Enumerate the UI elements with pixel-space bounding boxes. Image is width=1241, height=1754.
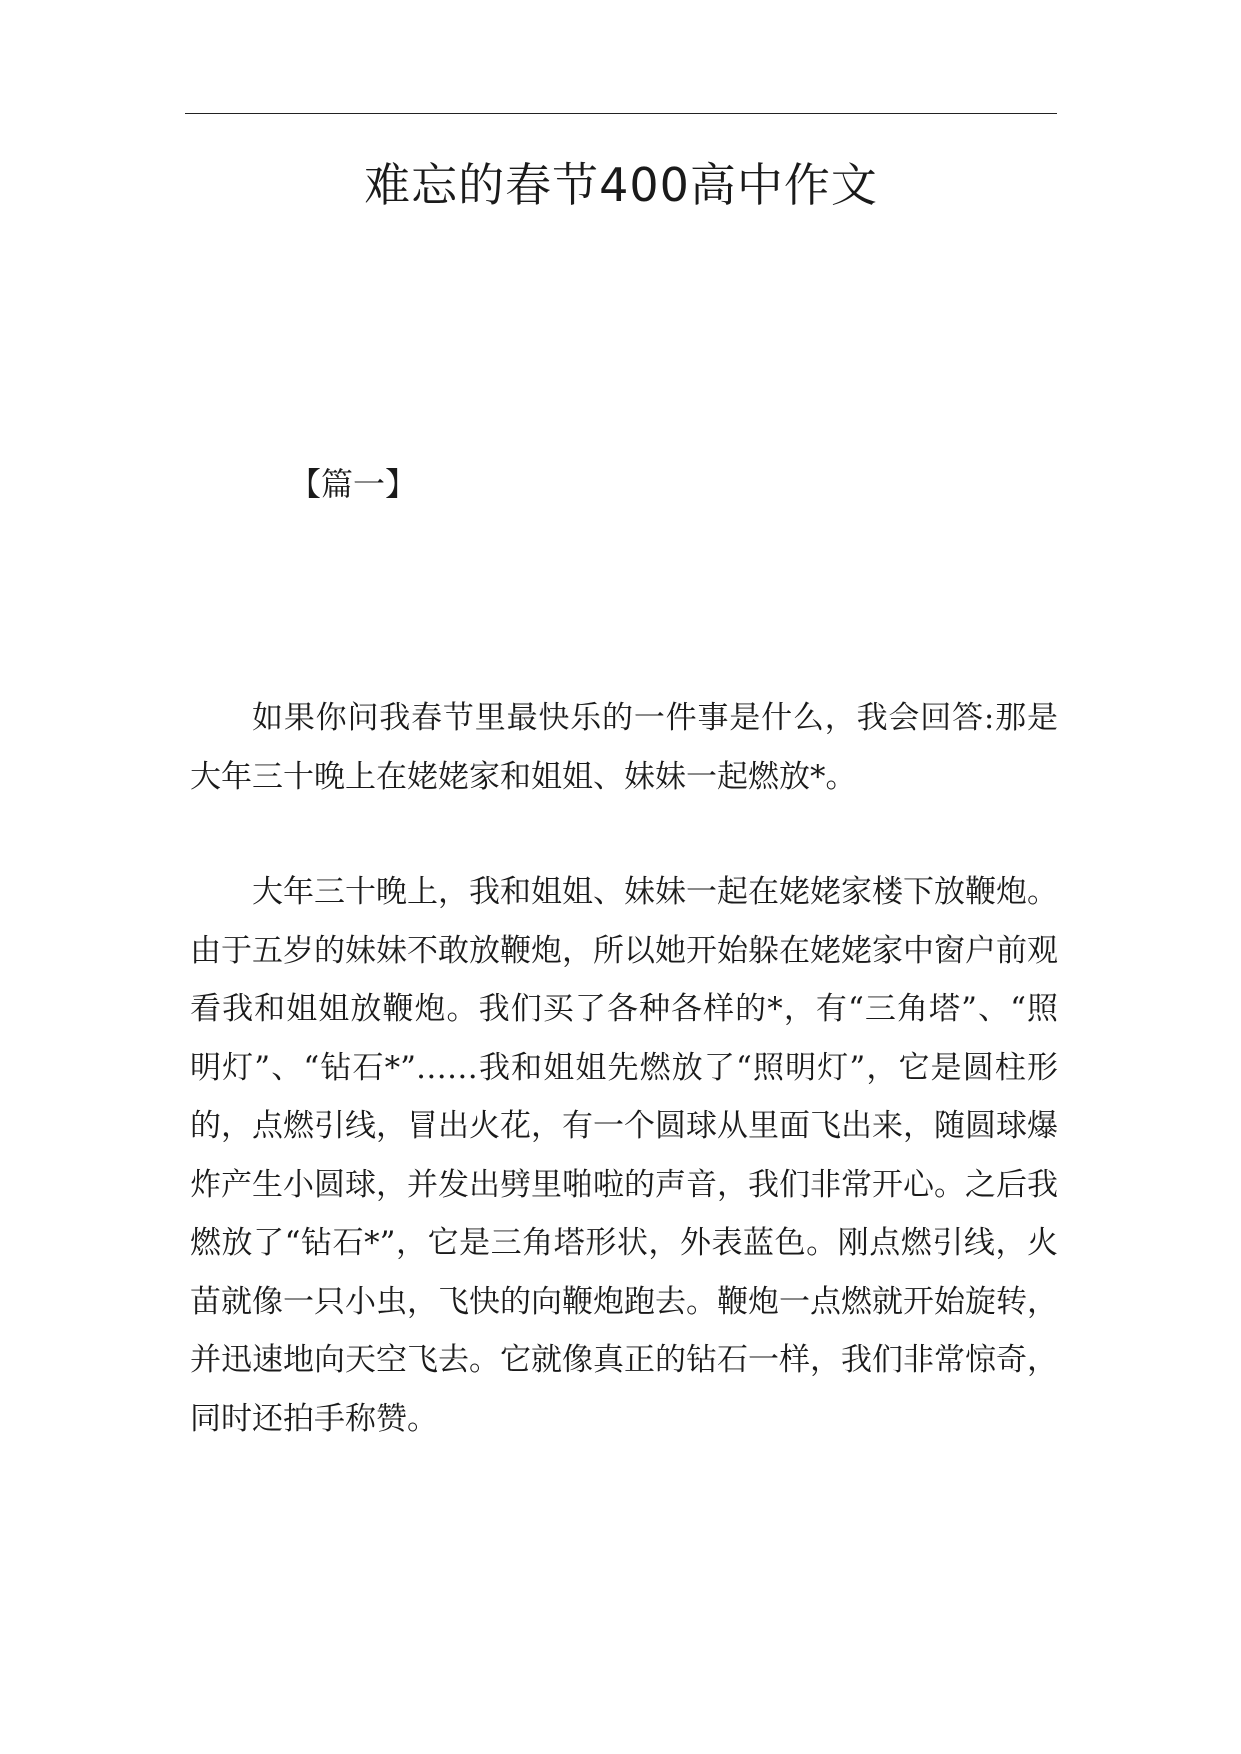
document-title: 难忘的春节400高中作文 <box>364 158 878 212</box>
header-rule <box>185 113 1057 114</box>
section-heading: 【篇一】 <box>289 465 418 503</box>
paragraph-2: 大年三十晚上，我和姐姐、妹妹一起在姥姥家楼下放鞭炮。由于五岁的妹妹不敢放鞭炮，所以她开始躲在姥姥家中窗户前观看我和姐姐放鞭炮。我们买了各种各样的*，有“三角塔”、“照明灯”、“钻石*”……我和姐姐先燃放了“照明灯”，它是圆柱形的，点燃引线，冒出火花，有一个圆球从里面飞出来，随圆球爆炸产生小圆球，并发出劈里啪啦的声音，我们非常开心。之后我燃放了“钻石*”，它是三角塔形状，外表蓝色。刚点燃引线，火苗就像一只小虫，飞快的向鞭炮跑去。鞭炮一点燃就开始旋转，并迅速地向天空飞去。它就像真正的钻石一样，我们非常惊奇，同时还拍手称赞。 <box>190 874 1058 1437</box>
paragraph-1: 如果你问我春节里最快乐的一件事是什么，我会回答:那是大年三十晚上在姥姥家和姐姐、妹妹一起燃放*。 <box>190 700 1058 795</box>
